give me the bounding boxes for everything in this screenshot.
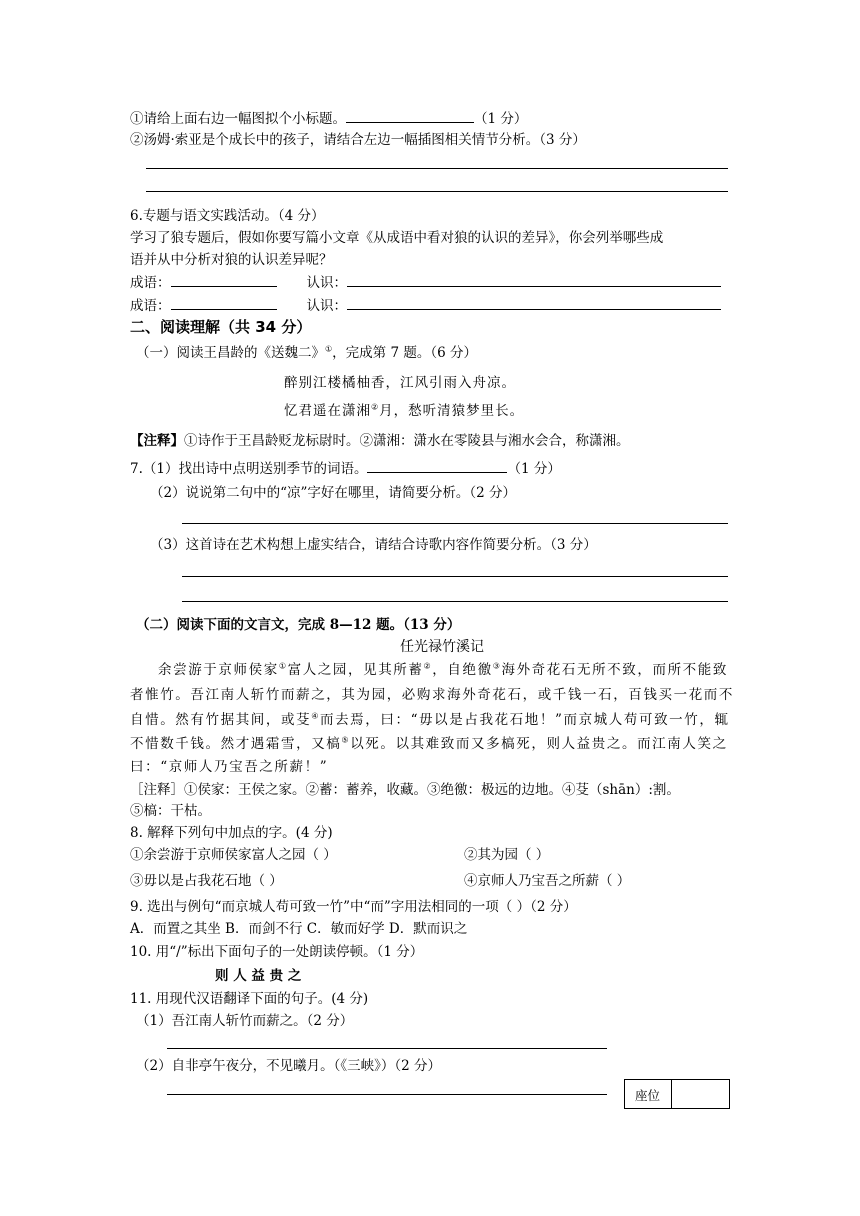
answer-line[interactable] — [167, 1094, 607, 1095]
answer-blank[interactable] — [367, 458, 507, 473]
q6-prompt-line2: 语并从中分析对狼的认识差异呢？ — [130, 252, 333, 268]
q8-item-b: ②其为园（ ） — [464, 847, 550, 863]
q7-1: 7.（1）找出诗中点明送别季节的词语。 （1 分） — [130, 458, 561, 478]
idiom-blank[interactable] — [171, 272, 277, 287]
answer-blank[interactable] — [346, 108, 474, 123]
q6-title: 6.专题与语文实践活动。（4 分） — [130, 208, 325, 224]
q5-sub2: ②汤姆·索亚是个成长中的孩子，请结合左边一幅插图相关情节分析。（3 分） — [130, 132, 586, 148]
passage-line4: 不惜数千钱。然才遇霜雪，又槁⑤以死。以其难致而又多槁死，则人益贵之。而江南人笑之 — [130, 735, 728, 752]
q8-item-a: ①余尝游于京师侯家富人之园（ ） — [130, 847, 337, 863]
q8-item-c: ③毋以是占我花石地（ ） — [130, 873, 283, 889]
q6-row2: 成语： 认识： — [130, 295, 721, 315]
passage-line2: 者惟竹。吾江南人斩竹而薪之，其为园，必购求海外奇花石，或千钱一石，百钱买一花而不 — [130, 687, 734, 703]
answer-line[interactable] — [146, 191, 728, 192]
q8-item-d: ④京师人乃宝吾之所薪（ ） — [464, 873, 631, 889]
q11-title: 11. 用现代汉语翻译下面的句子。(4 分) — [130, 991, 369, 1007]
q6-prompt-line1: 学习了狼专题后，假如你要写篇小文章《从成语中看对狼的认识的差异》，你会列举哪些成 — [130, 230, 664, 246]
idiom-blank[interactable] — [171, 295, 277, 310]
answer-line[interactable] — [182, 601, 728, 602]
passage-note1: ［注释］①侯家：王侯之家。②蓄：蓄养，收藏。③绝徼：极远的边地。④芟（shān）:割。 — [130, 782, 680, 798]
q7-2: （2）说说第二句中的“凉”字好在哪里，请简要分析。（2 分） — [150, 485, 517, 501]
answer-line[interactable] — [182, 576, 728, 577]
seat-divider — [671, 1080, 672, 1108]
q11-2: （2）自非亭午夜分，不见曦月。（《三峡》）（2 分） — [136, 1058, 441, 1074]
answer-line[interactable] — [146, 168, 728, 169]
passage-note2: ⑤槁：干枯。 — [130, 803, 211, 819]
q9-title: 9. 选出与例句“而京城人苟可致一竹”中“而”字用法相同的一项（ ）（2 分） — [130, 899, 577, 915]
passage-line1: 余尝游于京师侯家①富人之园，见其所蓄②，自绝徼③海外奇花石无所不致，而所不能致 — [158, 661, 728, 678]
seat-number-box — [624, 1079, 730, 1109]
q10-sentence: 则 人 益 贵 之 — [215, 968, 302, 984]
passage-title: 任光禄竹溪记 — [400, 639, 484, 655]
q8-title: 8. 解释下列句中加点的字。(4 分) — [130, 825, 333, 841]
passage-line5: 曰：“京师人乃宝吾之所薪！” — [130, 759, 329, 775]
passage-line3: 自惜。然有竹据其间，或芟④而去焉，曰：“毋以是占我花石地！”而京城人苟可致一竹，辄 — [130, 711, 730, 728]
part2-intro: （二）阅读下面的文言文，完成 8—12 题。（13 分） — [136, 617, 461, 633]
q7-3: （3）这首诗在艺术构想上虚实结合，请结合诗歌内容作简要分析。（3 分） — [150, 537, 597, 553]
q9-options: A．而置之其坐 B．而剑不行 C．敏而好学 D．默而识之 — [130, 921, 468, 937]
q6-row1: 成语： 认识： — [130, 272, 721, 292]
q10-title: 10. 用“/”标出下面句子的一处朗读停顿。（1 分） — [130, 944, 424, 960]
q5-sub1: ①请给上面右边一幅图拟个小标题。 （1 分） — [130, 108, 527, 128]
poem-line2: 忆君遥在潇湘②月，愁听清猿梦里长。 — [284, 402, 525, 419]
view-blank[interactable] — [347, 295, 721, 310]
section-heading: 二、阅读理解（共 34 分） — [130, 318, 312, 336]
answer-line[interactable] — [167, 1048, 607, 1049]
answer-line[interactable] — [182, 523, 728, 524]
poem-note: 【注释】①诗作于王昌龄贬龙标尉时。②潇湘：潇水在零陵县与湘水会合，称潇湘。 — [130, 433, 630, 449]
view-blank[interactable] — [347, 272, 721, 287]
part1-intro: （一）阅读王昌龄的《送魏二》①，完成第 7 题。（6 分） — [136, 344, 477, 361]
seat-label: 座位 — [635, 1088, 661, 1103]
poem-line1: 醉别江楼橘柚香，江风引雨入舟凉。 — [284, 375, 516, 391]
q11-1: （1）吾江南人斩竹而薪之。（2 分） — [136, 1013, 354, 1029]
